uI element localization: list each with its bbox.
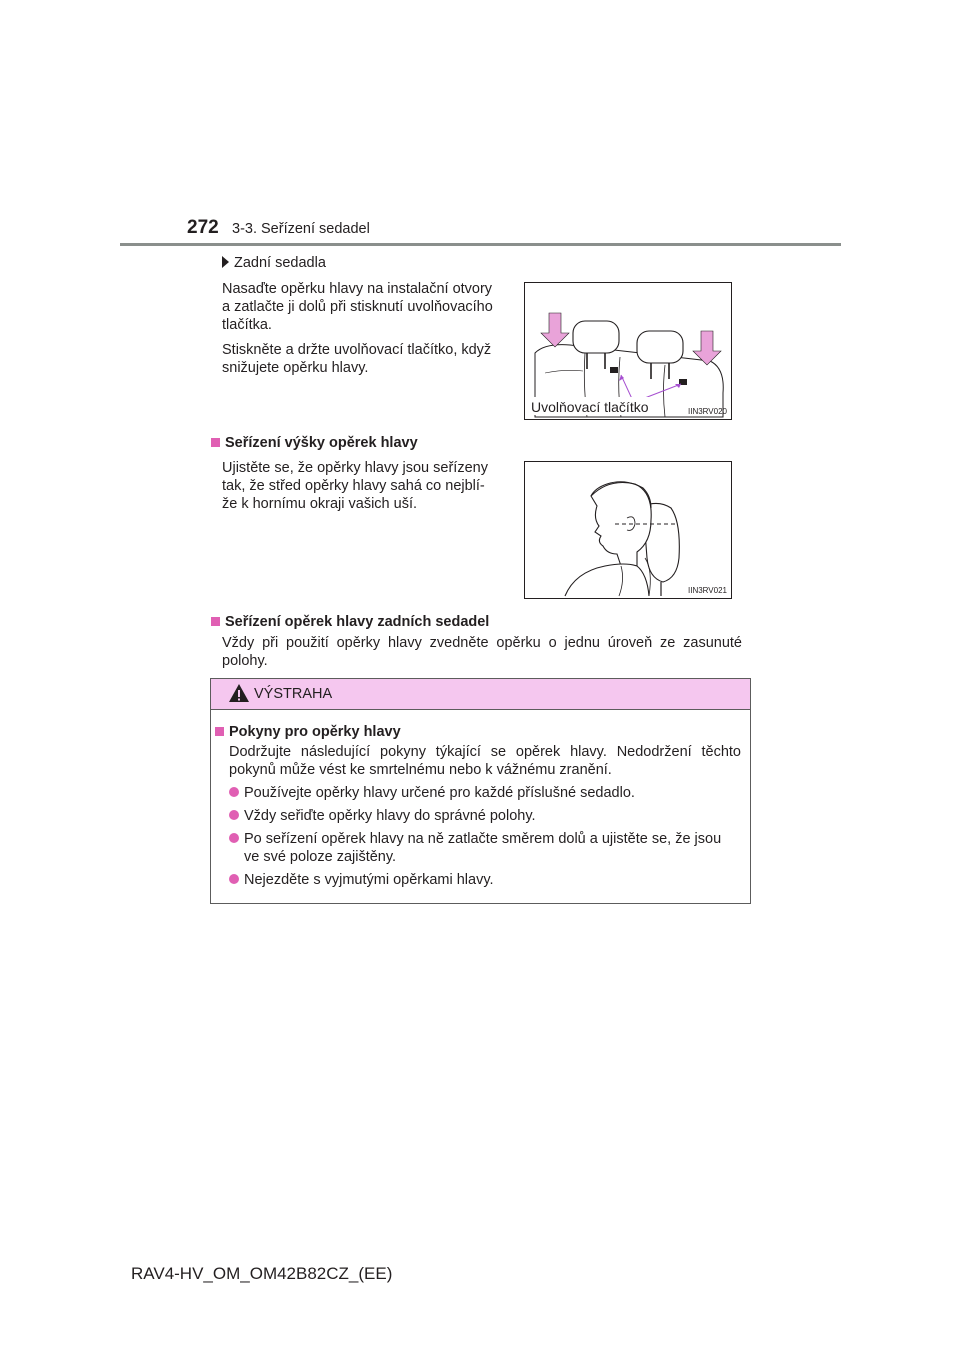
arrow-bullet-icon [222,256,229,268]
circle-bullet-icon [229,810,239,820]
warning-intro: Dodržujte následující pokyny týkající se opěrek hlavy. Nedodržení těchto pokynů může vést ke smrtelnému nebo k vážnému zranění. [229,744,741,778]
head-position-illustration [525,462,731,598]
release-button-callout: Uvolňovací tlačítko [531,399,649,415]
circle-bullet-icon [229,787,239,797]
rear-seats-paragraph-1: Nasaďte opěrku hlavy na instalační otvory a zatlačte ji dolů při stisknutí uvolňovacího tlačítka. [222,281,493,333]
warning-item-4: Nejezděte s vyjmutými opěrkami hlavy. [229,871,494,889]
warning-header [211,679,750,710]
warning-item-3-cont: ve své poloze zajištěny. [244,849,397,865]
head-position-figure [524,461,732,599]
figure-code: IIN3RV020 [688,407,727,416]
document-code: RAV4-HV_OM_OM42B82CZ_(EE) [131,1264,393,1283]
warning-item-1: Používejte opěrky hlavy určené pro každé příslušné sedadlo. [229,784,635,802]
square-bullet-icon [211,438,220,447]
warning-item-2: Vždy seřiďte opěrky hlavy do správné polohy. [229,807,536,825]
rear-seats-heading: Zadní sedadla [222,254,326,272]
circle-bullet-icon [229,833,239,843]
figure-code: IIN3RV021 [688,586,727,595]
rear-seats-paragraph-2: Stiskněte a držte uvolňovací tlačítko, když snižujete opěrku hlavy. [222,342,492,376]
square-bullet-icon [215,727,224,736]
warning-heading: Pokyny pro opěrky hlavy [215,723,401,741]
rear-adjust-heading: Seřízení opěrek hlavy zadních sedadel [211,613,489,631]
rear-adjust-paragraph: Vždy při použití opěrky hlavy zvedněte opěrku o jednu úroveň ze zasunuté polohy. [222,635,742,669]
warning-item-3: Po seřízení opěrek hlavy na ně zatlačte směrem dolů a ujistěte se, že jsou [229,830,721,848]
circle-bullet-icon [229,874,239,884]
rear-headrest-figure [524,282,732,420]
warning-box [210,678,751,904]
header-rule [120,243,841,246]
warning-triangle-icon [228,683,250,703]
section-title: 3-3. Seřízení sedadel [232,221,370,237]
height-adjust-paragraph: Ujistěte se, že opěrky hlavy jsou seřízeny tak, že střed opěrky hlavy sahá co nejblí- že k hornímu okraji vašich uší. [222,460,488,512]
square-bullet-icon [211,617,220,626]
page-number: 272 [187,217,219,238]
height-adjust-heading: Seřízení výšky opěrek hlavy [211,434,418,452]
warning-label: VÝSTRAHA [254,686,333,702]
